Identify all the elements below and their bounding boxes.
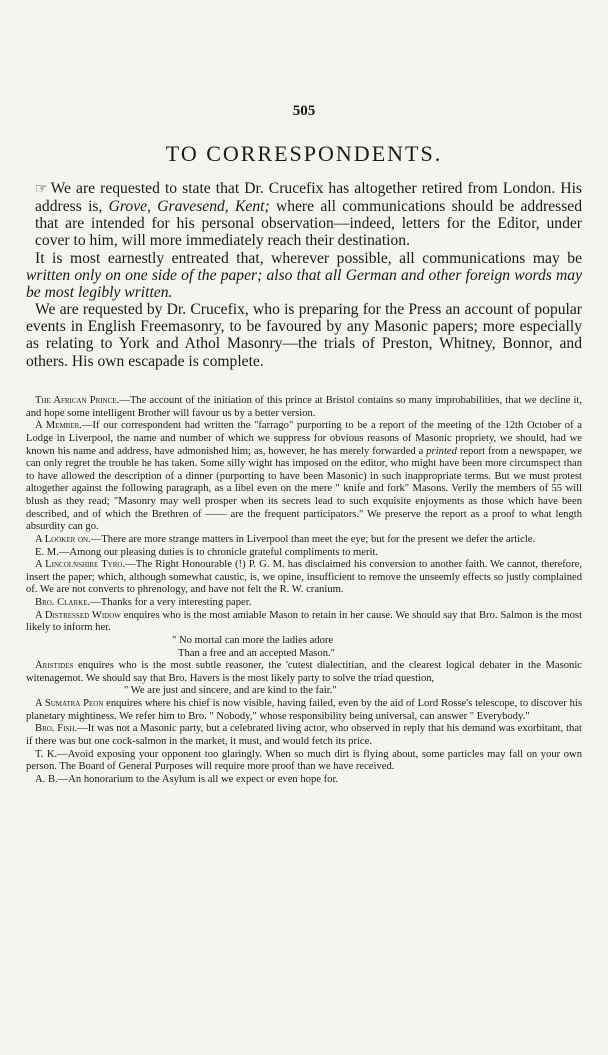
note-t-k — [26, 749, 582, 774]
verse-line: " We are just and sincere, and are kind to the fair." — [124, 685, 337, 697]
correspondent-notes — [26, 395, 582, 786]
notice-emphasis: written only on one side of the paper; also that all German and other foreign words may be most legibly written. — [26, 266, 582, 301]
note-text: —It was not a Masonic party, but a celebrated living actor, who observed in reply that his demand was exorbitant, that if there was but one cock-salmon in the market, it must, and would fetch its price. — [26, 723, 582, 747]
note-a-b — [26, 774, 582, 787]
note-bro-fish — [26, 723, 582, 748]
note-name: A Looker on. — [35, 533, 91, 545]
note-text: report from a newspaper, we can only regret the trouble he has taken. Some silly wight has imposed on the editor, who might have been more circumspect than to have allowed the description of a dinner (purporting to have been Masonic) in such inappropriate terms. But we must protest altogether against the following paragraph, as a libel even on the mere " knife and fork" Masons. Verily the members of 55 will blush as they read; "Masonry may well prosper when its secrets lead to such exquisite enjoyments as those which have been described, and of which the Brethren of —— are the frequent participators." We preserve the report as a proof to what length absurdity can go. — [26, 445, 582, 533]
notice-paragraph-writing — [26, 250, 582, 301]
page-title: TO CORRESPONDENTS. — [165, 141, 443, 166]
note-lincolnshire-tyro — [26, 559, 582, 597]
note-name: A Sumatra Peon — [35, 698, 104, 709]
note-name: The African Prince. — [35, 395, 120, 406]
notice-text: where all communications should be addressed that are intended for his personal observation—indeed, letters for the Editor, under cover to him, will more immediately reach their destination. — [35, 198, 582, 250]
note-text: —There are more strange matters in Liverpool than meet the eye; but for the present we defer the article. — [90, 533, 536, 545]
note-name: Aristides — [35, 660, 74, 672]
note-sumatra-peon — [26, 698, 582, 723]
note-text: enquires who is the most amiable Mason to retain in her cause. We should say that Bro. Salmon is the most likely to inform her. — [26, 609, 582, 634]
note-aristides — [26, 660, 582, 698]
note-text: —The account of the initiation of this prince at Bristol contains so many improbabilities, that we decline it, and hope some intelligent Brother will favour us by a better version. — [26, 395, 582, 419]
note-name: A Member. — [35, 420, 82, 432]
note-text: T. K.—Avoid exposing your opponent too glaringly. When so much dirt is flying about, some particles may fall on your own person. The Board of General Purposes will require more proof than we have received. — [26, 748, 582, 773]
note-text: A. B.—An honorarium to the Asylum is all we expect or even hope for. — [35, 773, 339, 785]
note-e-m — [26, 547, 582, 560]
note-text: enquires who is the most subtle reasoner, the 'cutest dialectitian, and the clearest logical debater in the Masonic witenagemot. We should say that Bro. Havers is the most likely party to solve the triad question, — [26, 660, 582, 684]
notice-paragraph-address — [26, 180, 582, 250]
note-looker-on — [26, 534, 582, 547]
note-a-member — [26, 420, 582, 534]
note-bro-clarke — [26, 597, 582, 610]
note-text: E. M.—Among our pleasing duties is to chronicle grateful compliments to merit. — [35, 546, 379, 558]
address-text: Grove, Gravesend, Kent; — [108, 198, 270, 216]
notice-paragraph-press — [26, 301, 582, 370]
note-text: enquires where his chief is now visible, having failed, even by the aid of Lord Rosse's telescope, to discover his planetary mightiness. We refer him to Bro. " Nobody," whose responsibility being universal, can answer " Everybody." — [26, 698, 582, 722]
note-text: —If our correspondent had written the "farrago" purporting to be a report of the meeting of the 12th October of a Lodge in Liverpool, the name and number of which we suppress for obvious reasons of Masonic propriety, we should, had we known his name and address, have admonished him; as, however, he has merely forwarded a — [26, 420, 582, 457]
note-name: Bro. Clarke. — [35, 597, 91, 608]
pointing-hand-icon: ☞ — [35, 182, 48, 197]
note-emphasis: printed — [426, 445, 457, 457]
page-number: 505 — [292, 103, 316, 119]
note-name: A Lincolnshire Tyro. — [35, 559, 126, 571]
notice-text: It is most earnestly entreated that, wherever possible, all communications may be — [35, 249, 582, 267]
note-african-prince — [26, 395, 582, 420]
note-distressed-widow — [26, 610, 582, 661]
note-name: A Distressed Widow — [35, 609, 121, 621]
note-text: —The Right Honourable (!) P. G. M. has disclaimed his conversion to another faith. We cannot, therefore, insert the paper; which, although somewhat caustic, is, we opine, insufficient to remove the unseemly effects so justly complained of. We are not converts to phrenology, and have not felt the R. W. cranium. — [26, 559, 582, 596]
notice-section — [26, 180, 582, 370]
verse-line: Than a free and an accepted Mason." — [178, 647, 335, 659]
note-name: Bro. Fish. — [35, 723, 78, 735]
verse-line: " No mortal can more the ladies adore — [172, 634, 334, 646]
notice-text: We are requested by Dr. Crucefix, who is preparing for the Press an account of popular events in English Freemasonry, to be favoured by any Masonic papers; more especially as relating to York and Athol Masonry—the trials of Preston, Whitney, Bonnor, and others. His own escapade is complete. — [26, 301, 582, 370]
note-text: —Thanks for a very interesting paper. — [90, 597, 252, 608]
notice-text: We are requested to state that Dr. Crucefix has altogether retired from London. His address is, — [35, 180, 582, 216]
